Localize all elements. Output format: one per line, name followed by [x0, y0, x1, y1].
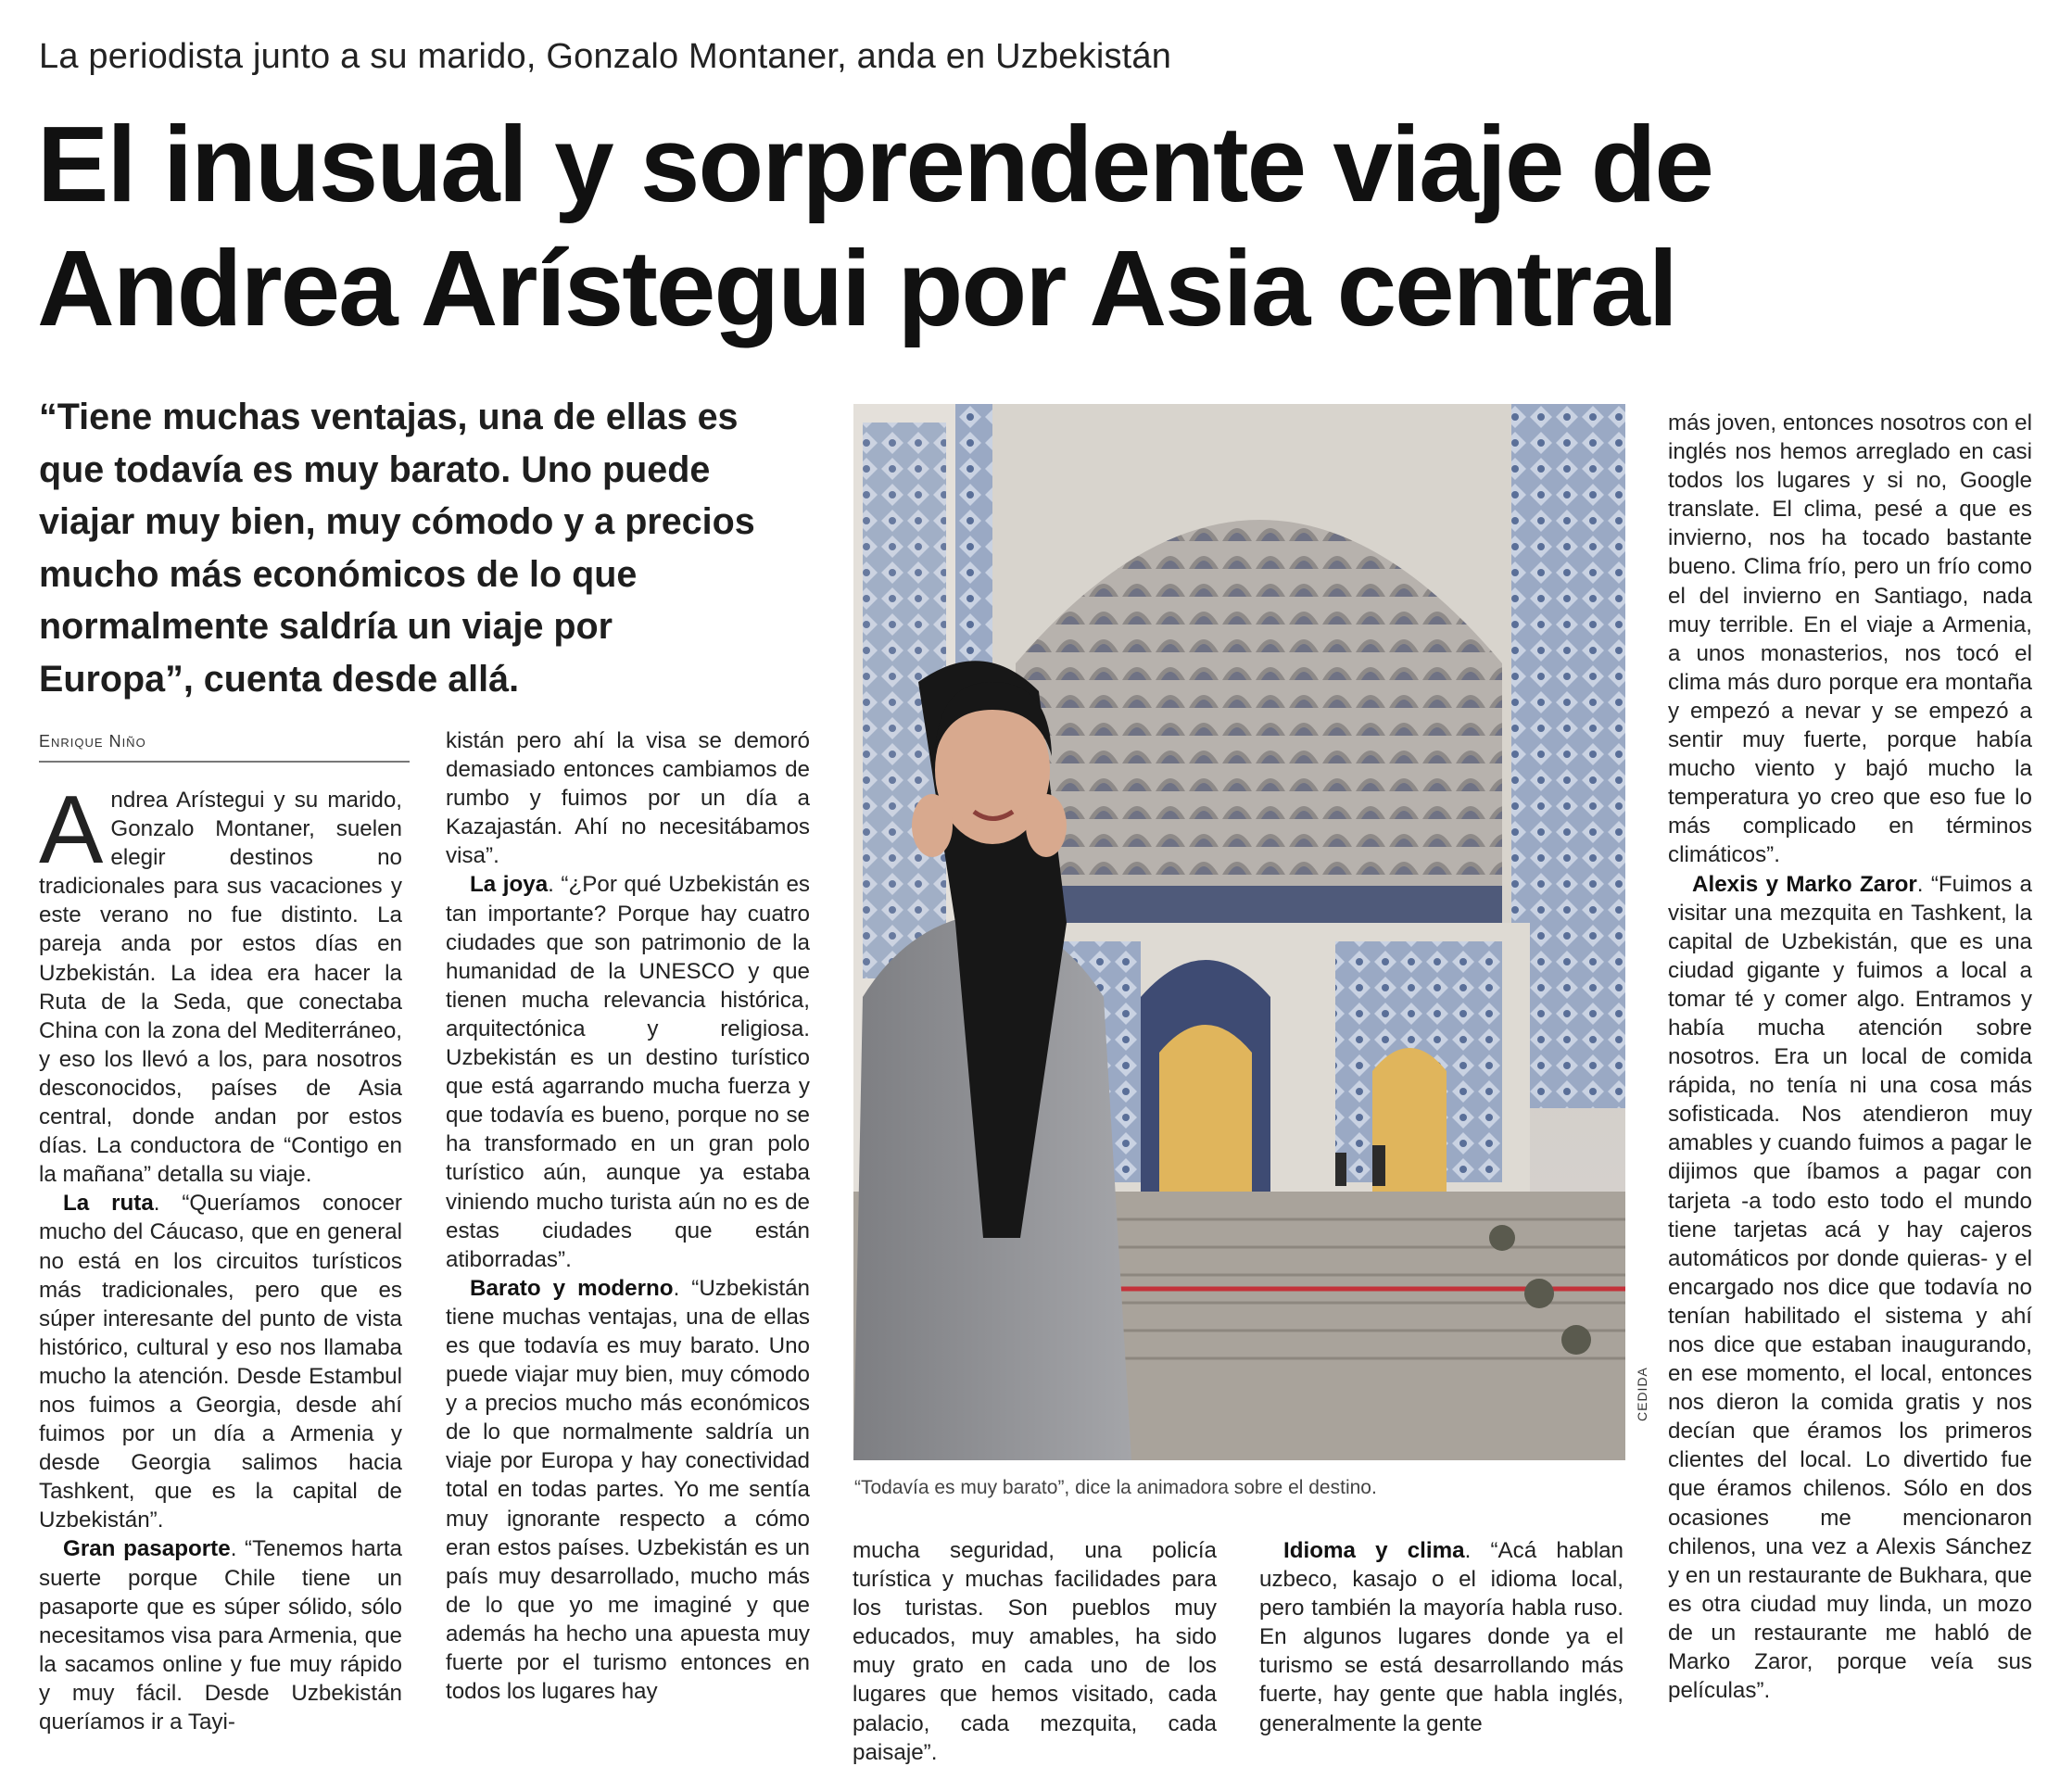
zaror-text: . “Fuimos a visitar una mezquita en Tashkent, la capital de Uzbekistán, que es una ciudad gigante y fuimos a local a tomar té y comer algo. Entramos y había mucha atención sobre nosotros. Era un local de comida rápida, no tenía ni una cosa más sofisticada. Nos atendieron muy amables y cuando fuimos a pagar le dijimos que íbamos a pagar con tarjeta -a todo esto todo el mundo tiene tarjetas acá y hay cajeros automáticos por donde quieras- y el encargado nos dice que todavía no tenían habilitado el sistema y ahí nos dice que estaban inaugurando, en ese momento, el local, entonces nos dieron la comida gratis y nos decían que éramos los primeros clientes del local. Lo divertido fue que éramos chilenos. Sólo en dos ocasiones me mencionaron chilenos, una vez a Alexis Sánchez y en un restaurante de Bukhara, que es otra ciudad muy linda, un mozo de un restaurante me habló de Marko Zaror, porque veía sus películas”. — [1668, 871, 2032, 1704]
photo-caption: “Todavía es muy barato”, dice la animadora sobre el destino. — [854, 1477, 1377, 1498]
column-2-continuation: kistán pero ahí la visa se demoró demasiado entonces cambiamos de rumbo y fuimos por un día a Kazajastán. Ahí no necesitábamos visa”. — [446, 728, 810, 869]
column-3 — [853, 1536, 1217, 1767]
subhead-ruta: La ruta — [63, 1191, 154, 1217]
barato-text: . “Uzbekistán tiene muchas ventajas, una de ellas es que todavía es muy barato. Uno puede viajar muy bien, muy cómodo y a precios mucho más económicos de lo que normalmente saldría un viaje por Europa y hay conectividad total en todas partes. Yo me sentía muy ignorante respecto a cómo eran estos países. Uzbekistán es un país muy desarrollado, mucho más de lo que yo me imaginé y que además ha hecho una apuesta muy fuerte por el turismo entonces en todos los lugares hay — [446, 1275, 810, 1705]
joya-text: . “¿Por qué Uzbekistán es tan importante? Porque hay cuatro ciudades que son patrimonio de la humanidad de la UNESCO y que tienen mucha relevancia histórica, arquitectónica y religiosa. Uzbekistán es un destino turístico que está agarrando mucha fuerza y que todavía es bueno, porque no se ha transformado en un gran polo turístico aún, aunque ya estaba viniendo mucho turista aún no es de estas ciudades que están atiborradas”. — [446, 872, 810, 1272]
intro-paragraph — [39, 776, 402, 1189]
joya-paragraph — [446, 870, 810, 1273]
idioma-paragraph — [1259, 1536, 1623, 1738]
subhead-pasaporte: Gran pasaporte — [63, 1536, 231, 1562]
headline — [37, 102, 1712, 350]
ruta-paragraph — [39, 1189, 402, 1534]
pasaporte-paragraph — [39, 1534, 402, 1736]
zaror-paragraph — [1668, 870, 2032, 1706]
column-5 — [1668, 409, 2032, 1705]
column-4 — [1259, 1536, 1623, 1738]
byline-name: Enrique Niño — [39, 732, 146, 751]
column-1 — [39, 776, 402, 1736]
barato-paragraph — [446, 1274, 810, 1706]
subhead-zaror: Alexis y Marko Zaror — [1692, 871, 1917, 897]
column-2 — [446, 726, 810, 1706]
subhead-idioma: Idioma y clima — [1283, 1538, 1465, 1563]
idioma-text: . “Acá hablan uzbeco, kasajo o el idioma local, pero también la mayoría habla ruso. En algunos lugares donde ya el turismo se está desarrollando más fuerte, hay gente que habla inglés, generalmente la gente — [1259, 1538, 1623, 1736]
article-photo — [853, 404, 1625, 1460]
headline-line-1: El inusual y sorprendente viaje de — [37, 104, 1712, 224]
photo-credit: CEDIDA — [1635, 1367, 1649, 1421]
pasaporte-text: . “Tenemos harta suerte porque Chile tiene un pasaporte que es súper sólido, sólo necesitamos visa para Armenia, que la sacamos online y fue muy rápido y muy fácil. Desde Uzbekistán queríamos ir a Tayi- — [39, 1536, 402, 1735]
kicker: La periodista junto a su marido, Gonzalo Montaner, anda en Uzbekistán — [39, 37, 1172, 76]
byline — [39, 732, 410, 763]
drop-cap: A — [39, 776, 104, 884]
mosque-photo-illustration — [853, 404, 1625, 1460]
intro-text: ndrea Arístegui y su marido, Gonzalo Montaner, suelen elegir destinos no tradicionales para sus vacaciones y este verano no fue distinto. La pareja anda por estos días en Uzbekistán. La idea era hacer la Ruta de la Seda, que conectaba China con la zona del Mediterráneo, y eso los llevó a los, para nosotros desconocidos, países de Asia central, donde andan por estos días. La conductora de “Contigo en la mañana” detalla su viaje. — [39, 788, 402, 1188]
subhead-barato: Barato y moderno — [470, 1275, 674, 1301]
subhead-joya: La joya — [470, 872, 549, 898]
column-3-text: mucha seguridad, una policía turística y muchas facilidades para los turistas. Son pueblos muy educados, muy amables, ha sido muy grato en cada uno de los lugares que hemos visitado, cada palacio, cada mezquita, cada paisaje”. — [853, 1538, 1217, 1765]
headline-line-2: Andrea Arístegui por Asia central — [37, 228, 1676, 348]
lead-quote: “Tiene muchas ventajas, una de ellas es que todavía es muy barato. Uno puede viajar muy bien, muy cómodo y a precios mucho más económicos de lo que normalmente saldría un viaje por Europa”, cuenta desde allá. — [39, 397, 755, 700]
column-5-continuation: más joven, entonces nosotros con el inglés nos hemos arreglado en casi todos los lugares y si no, Google translate. El clima, pesé a que es invierno, nos ha tocado bastante bueno. Clima frío, pero un frío como el del invierno en Santiago, nada muy terrible. En el viaje a Armenia, a unos monasterios, nos tocó el clima más duro porque era montaña y empezó a nevar y se empezó a sentir muy fuerte, porque había mucho viento y bajó mucho la temperatura yo creo que eso fue lo más complicado en términos climáticos”. — [1668, 410, 2032, 868]
ruta-text: . “Queríamos conocer mucho del Cáucaso, que en general no está en los circuitos turísticos más tradicionales, pero que es súper interesante del punto de vista histórico, cultural y eso nos llamaba mucho la atención. Desde Estambul nos fuimos a Georgia, desde ahí fuimos por un día a Armenia y desde Georgia salimos hacia Tashkent, que es la capital de Uzbekistán”. — [39, 1191, 402, 1533]
